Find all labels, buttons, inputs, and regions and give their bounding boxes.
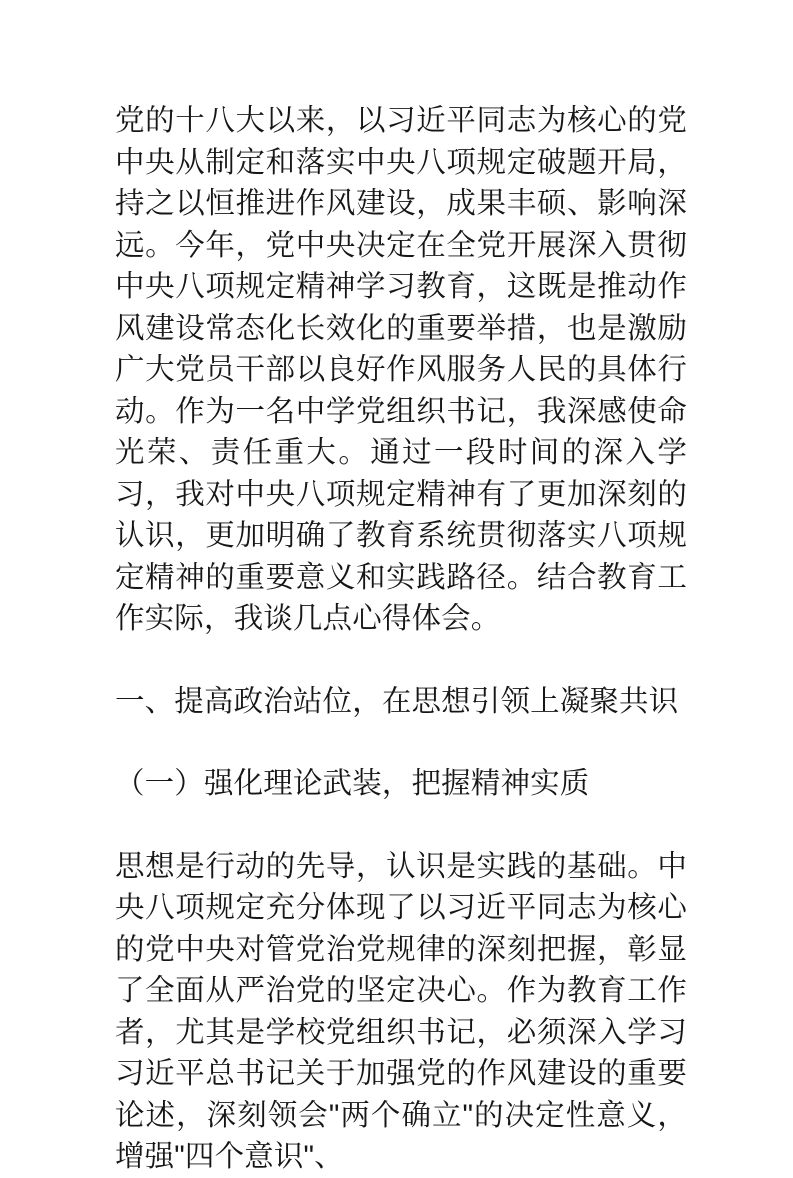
heading-subsection-one: （一）强化理论武装，把握精神实质	[115, 767, 590, 800]
document-body	[115, 100, 687, 1178]
paragraph-intro: 党的十八大以来，以习近平同志为核心的党中央从制定和落实中央八项规定破题开局，持之以恒推进作风建设，成果丰硕、影响深远。今年，党中央决定在全党开展深入贯彻中央八项规定精神学习教育，这既是推动作风建设常态化长效化的重要举措，也是激励广大党员干部以良好作风服务人民的具体行动。作为一名中学党组织书记，我深感使命光荣、责任重大。通过一段时间的深入学习，我对中央八项规定精神有了更加深刻的认识，更加明确了教育系统贯彻落实八项规定精神的重要意义和实践路径。结合教育工作实际，我谈几点心得体会。	[115, 104, 687, 635]
paragraph-subsection-one: 思想是行动的先导，认识是实践的基础。中央八项规定充分体现了以习近平同志为核心的党中央对管党治党规律的深刻把握，彰显了全面从严治党的坚定决心。作为教育工作者，尤其是学校党组织书记，必须深入学习习近平总书记关于加强党的作风建设的重要论述，深刻领会"两个确立"的决定性意义，增强"四个意识"、	[115, 849, 687, 1173]
heading-section-one: 一、提高政治站位，在思想引领上凝聚共识	[115, 684, 679, 718]
